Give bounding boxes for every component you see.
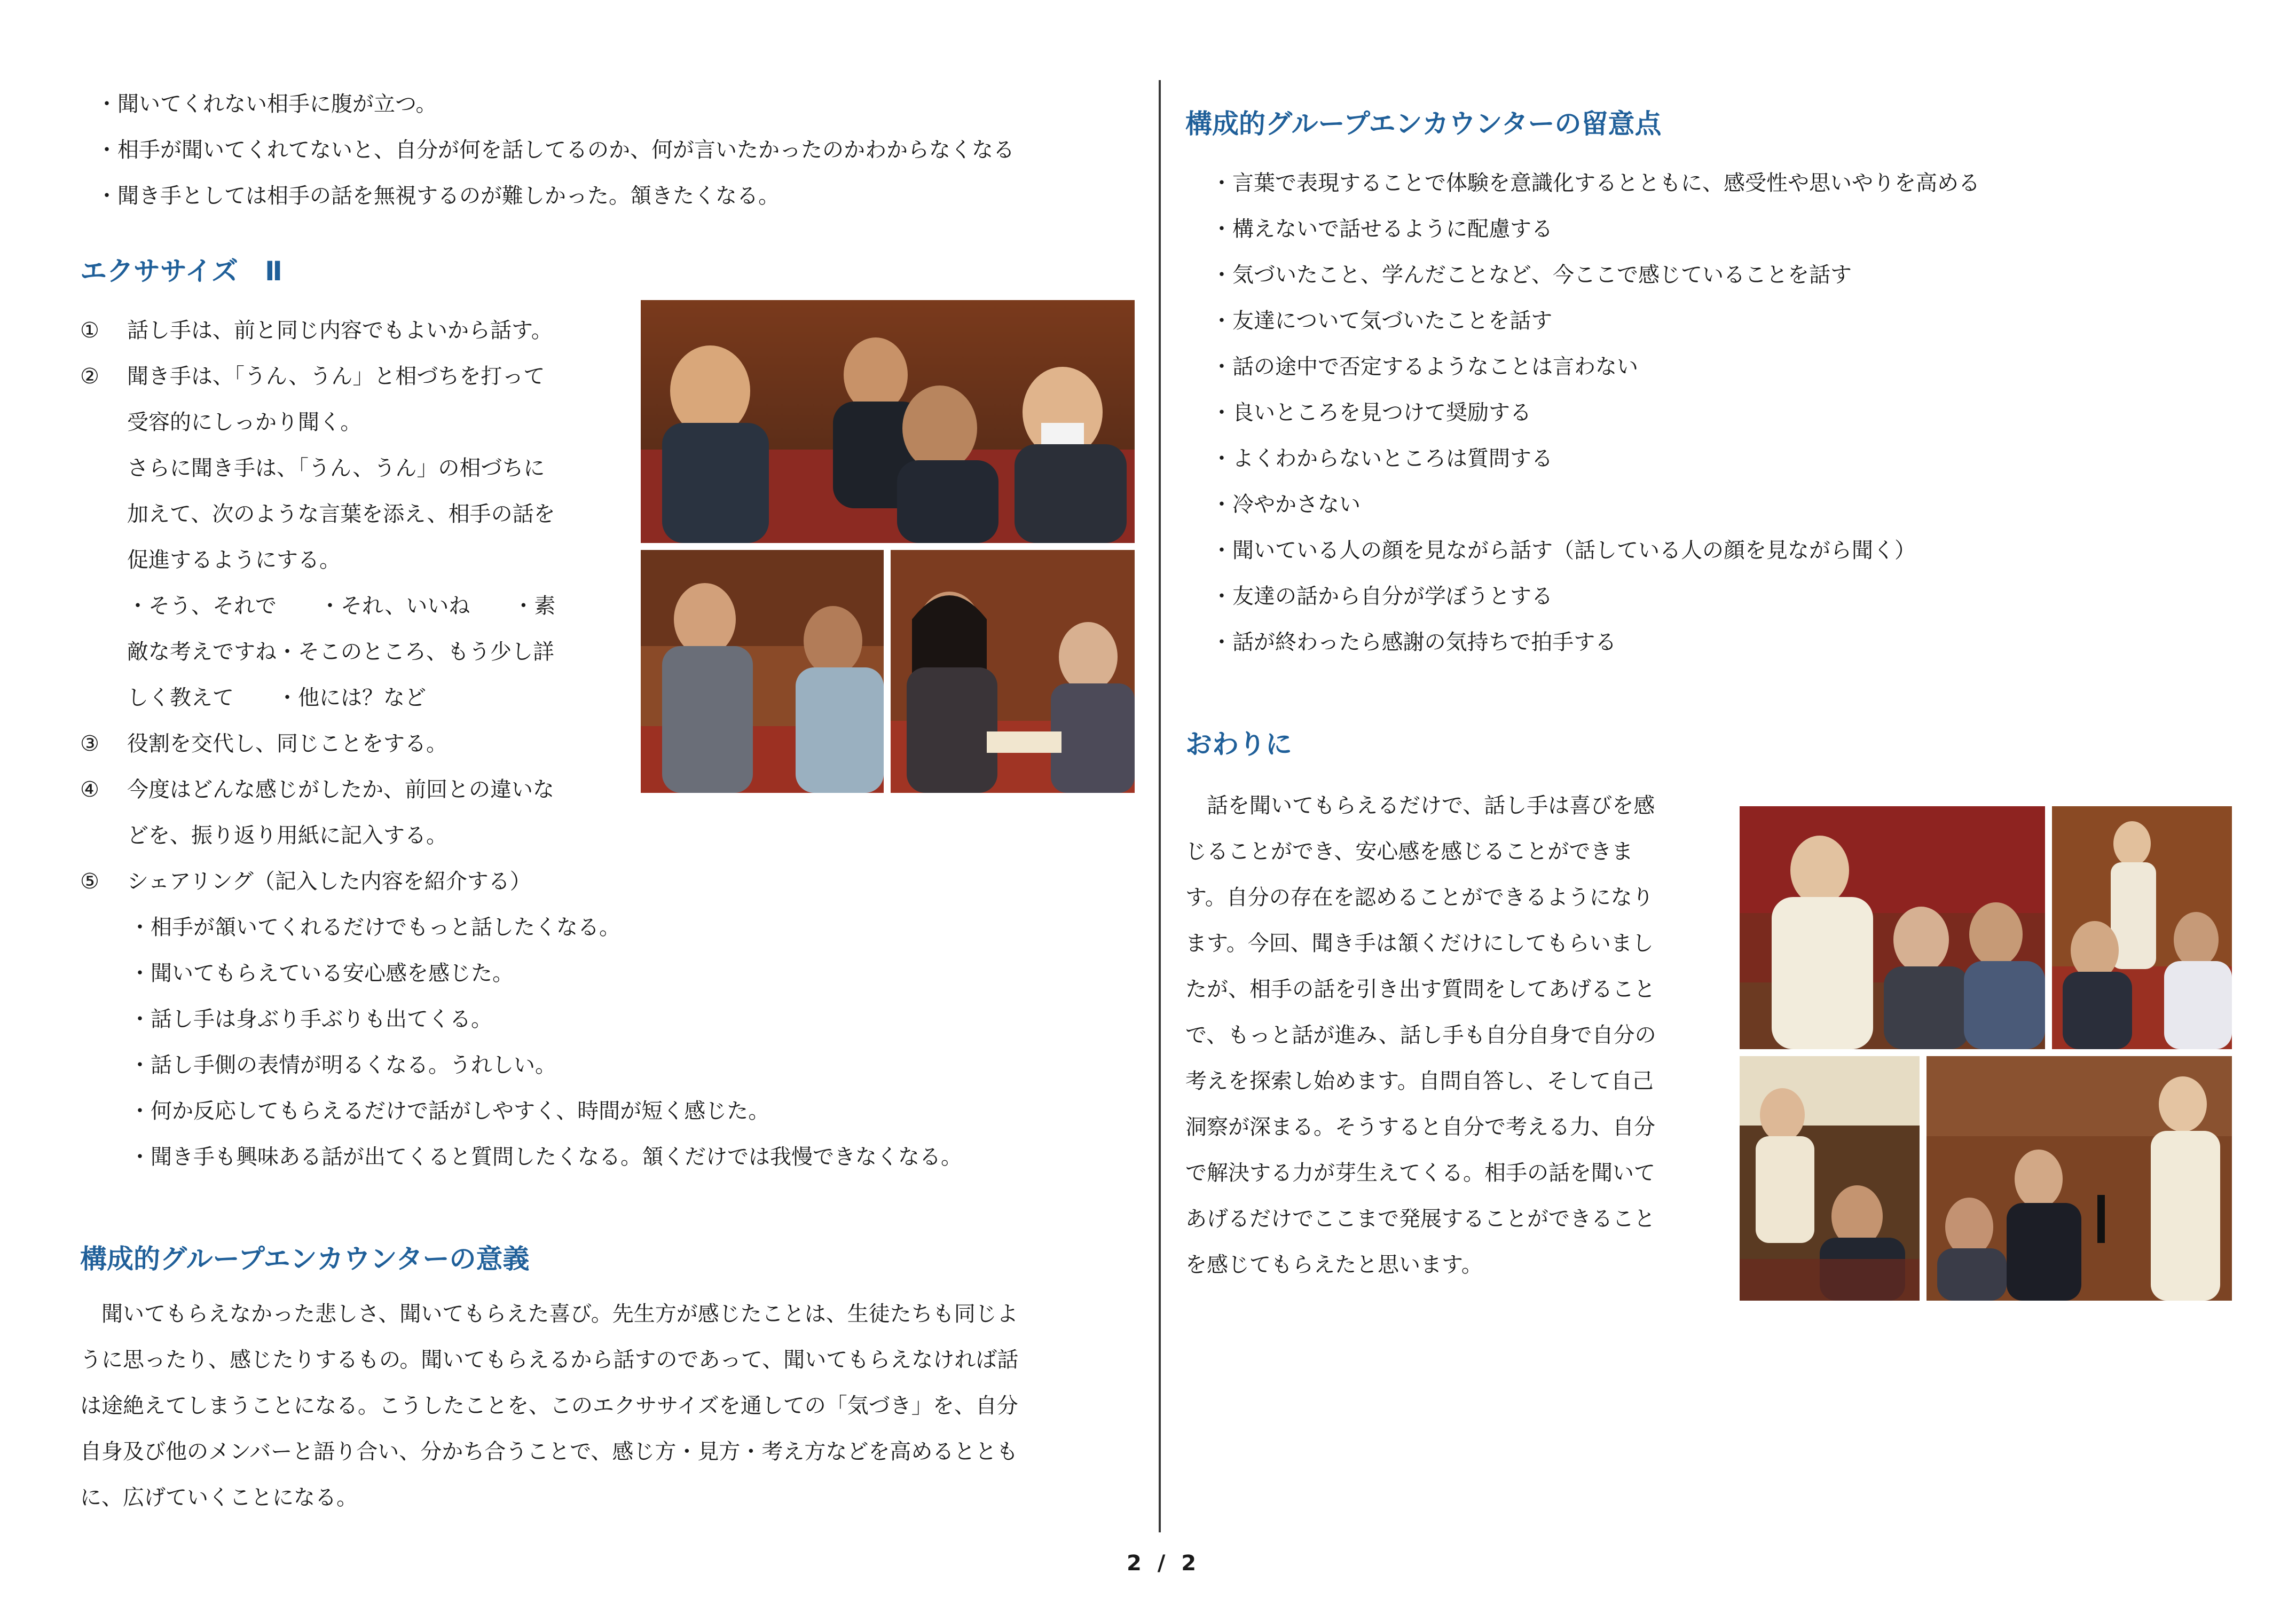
exercise-line: さらに聞き手は、「うん、うん」の相づちに	[127, 456, 545, 481]
exercise-line: どを、振り返り用紙に記入する。	[127, 823, 447, 848]
note-bullet: ・良いところを見つけて奨励する	[1211, 400, 1531, 425]
note-bullet: ・友達の話から自分が学ぼうとする	[1211, 584, 1553, 609]
photo-audience-screen	[1740, 1056, 1920, 1301]
exercise-line: 今度はどんな感じがしたか、前回との違いな	[127, 777, 554, 802]
photo-listening-woman	[891, 550, 1135, 793]
photo-instructor-guiding	[1740, 806, 2045, 1049]
note-bullet: ・言葉で表現することで体験を意識化するとともに、感受性や思いやりを高める	[1211, 171, 1980, 195]
photo-workshop-discussion	[641, 300, 1135, 543]
note-bullet: ・気づいたこと、学んだことなど、今ここで感じていることを話す	[1211, 263, 1852, 287]
notes-heading: 構成的グループエンカウンターの留意点	[1185, 108, 1662, 139]
sharing-bullet: ・何か反応してもらえるだけで話がしやすく、時間が短く感じた。	[129, 1099, 770, 1123]
step-number: ④	[80, 777, 99, 802]
exercise-line: 促進するようにする。	[127, 548, 341, 572]
significance-line: に、広げていくことになる。	[80, 1485, 358, 1510]
significance-line: 聞いてもらえなかった悲しさ、聞いてもらえた喜び。先生方が感じたことは、生徒たちも同じよ	[80, 1302, 1018, 1326]
closing-line: たが、相手の話を引き出す質問をしてあげること	[1185, 977, 1655, 1002]
exercise-line: 敵な考えですね・そこのところ、もう少し詳	[127, 640, 554, 664]
step-number: ⑤	[80, 869, 99, 894]
significance-line: 自身及び他のメンバーと語り合い、分かち合うことで、感じ方・見方・考え方などを高めるととも	[80, 1439, 1018, 1464]
step-number: ①	[80, 318, 99, 343]
sharing-bullet: ・話し手は身ぶり手ぶりも出てくる。	[129, 1007, 492, 1032]
significance-line: うに思ったり、感じたりするもの。聞いてもらえるから話すのであって、聞いてもらえなければ話	[80, 1348, 1019, 1372]
closing-line: を感じてもらえたと思います。	[1185, 1253, 1483, 1277]
exercise-line: 加えて、次のような言葉を添え、相手の話を	[127, 502, 555, 526]
note-bullet: ・話が終わったら感謝の気持ちで拍手する	[1211, 630, 1617, 655]
closing-line: あげるだけでここまで発展することができること	[1185, 1207, 1655, 1231]
exercise-line: 話し手は、前と同じ内容でもよいから話す。	[127, 318, 553, 343]
exercise-line: 受容的にしっかり聞く。	[127, 410, 362, 435]
sharing-bullet: ・話し手側の表情が明るくなる。うれしい。	[129, 1053, 556, 1077]
closing-line: す。自分の存在を認めることができるようになり	[1185, 885, 1654, 910]
closing-line: じることができ、安心感を感じることができま	[1185, 839, 1633, 864]
significance-line: は途絶えてしまうことになる。こうしたことを、このエクササイズを通しての「気づき」を、自分	[80, 1394, 1018, 1418]
significance-heading: 構成的グループエンカウンターの意義	[80, 1244, 530, 1274]
note-bullet: ・構えないで話せるように配慮する	[1211, 217, 1553, 241]
closing-heading: おわりに	[1185, 729, 1292, 760]
note-bullet: ・聞いている人の顔を見ながら話す（話している人の顔を見ながら聞く）	[1211, 538, 1916, 563]
step-number: ②	[80, 364, 99, 389]
sharing-bullet: ・相手が頷いてくれるだけでもっと話したくなる。	[129, 915, 620, 940]
page-number: 2 / 2	[1127, 1551, 1201, 1576]
note-bullet: ・話の途中で否定するようなことは言わない	[1211, 355, 1638, 379]
note-bullet: ・よくわからないところは質問する	[1211, 446, 1553, 471]
intro-bullet: ・相手が聞いてくれてないと、自分が何を話してるのか、何が言いたかったのかわからなくなる	[96, 138, 1015, 162]
closing-line: ます。今回、聞き手は頷くだけにしてもらいまし	[1185, 931, 1654, 956]
intro-bullet: ・聞いてくれない相手に腹が立つ。	[96, 92, 437, 116]
note-bullet: ・冷やかさない	[1211, 492, 1361, 517]
column-divider	[1159, 80, 1161, 1532]
intro-bullet: ・聞き手としては相手の話を無視するのが難しかった。頷きたくなる。	[96, 184, 780, 208]
closing-line: 洞察が深まる。そうすると自分で考える力、自分	[1185, 1115, 1655, 1139]
exercise-line: しく教えて ・他には？など	[127, 686, 426, 710]
closing-line: 考えを探索し始めます。自問自答し、そして自己	[1185, 1069, 1654, 1093]
step-number: ③	[80, 731, 99, 756]
note-bullet: ・友達について気づいたことを話す	[1211, 309, 1553, 333]
exercise2-heading: エクササイズ Ⅱ	[80, 256, 282, 287]
closing-line: で、もっと話が進み、話し手も自分自身で自分の	[1185, 1023, 1656, 1048]
photo-standing-man	[2052, 806, 2232, 1049]
closing-line: で解決する力が芽生えてくる。相手の話を聞いて	[1185, 1161, 1655, 1185]
exercise-line: 役割を交代し、同じことをする。	[127, 731, 447, 756]
exercise-line: ・そう、それで ・それ、いいね ・素	[127, 594, 556, 618]
exercise-line: シェアリング（記入した内容を紹介する）	[127, 869, 531, 894]
exercise-line: 聞き手は、「うん、うん」と相づちを打って	[127, 364, 545, 389]
sharing-bullet: ・聞いてもらえている安心感を感じた。	[129, 961, 514, 986]
photo-pair-talking	[641, 550, 884, 793]
sharing-bullet: ・聞き手も興味ある話が出てくると質問したくなる。頷くだけでは我慢できなくなる。	[129, 1145, 962, 1169]
closing-line: 話を聞いてもらえるだけで、話し手は喜びを感	[1185, 793, 1655, 818]
photo-sharing-microphone	[1927, 1056, 2232, 1301]
